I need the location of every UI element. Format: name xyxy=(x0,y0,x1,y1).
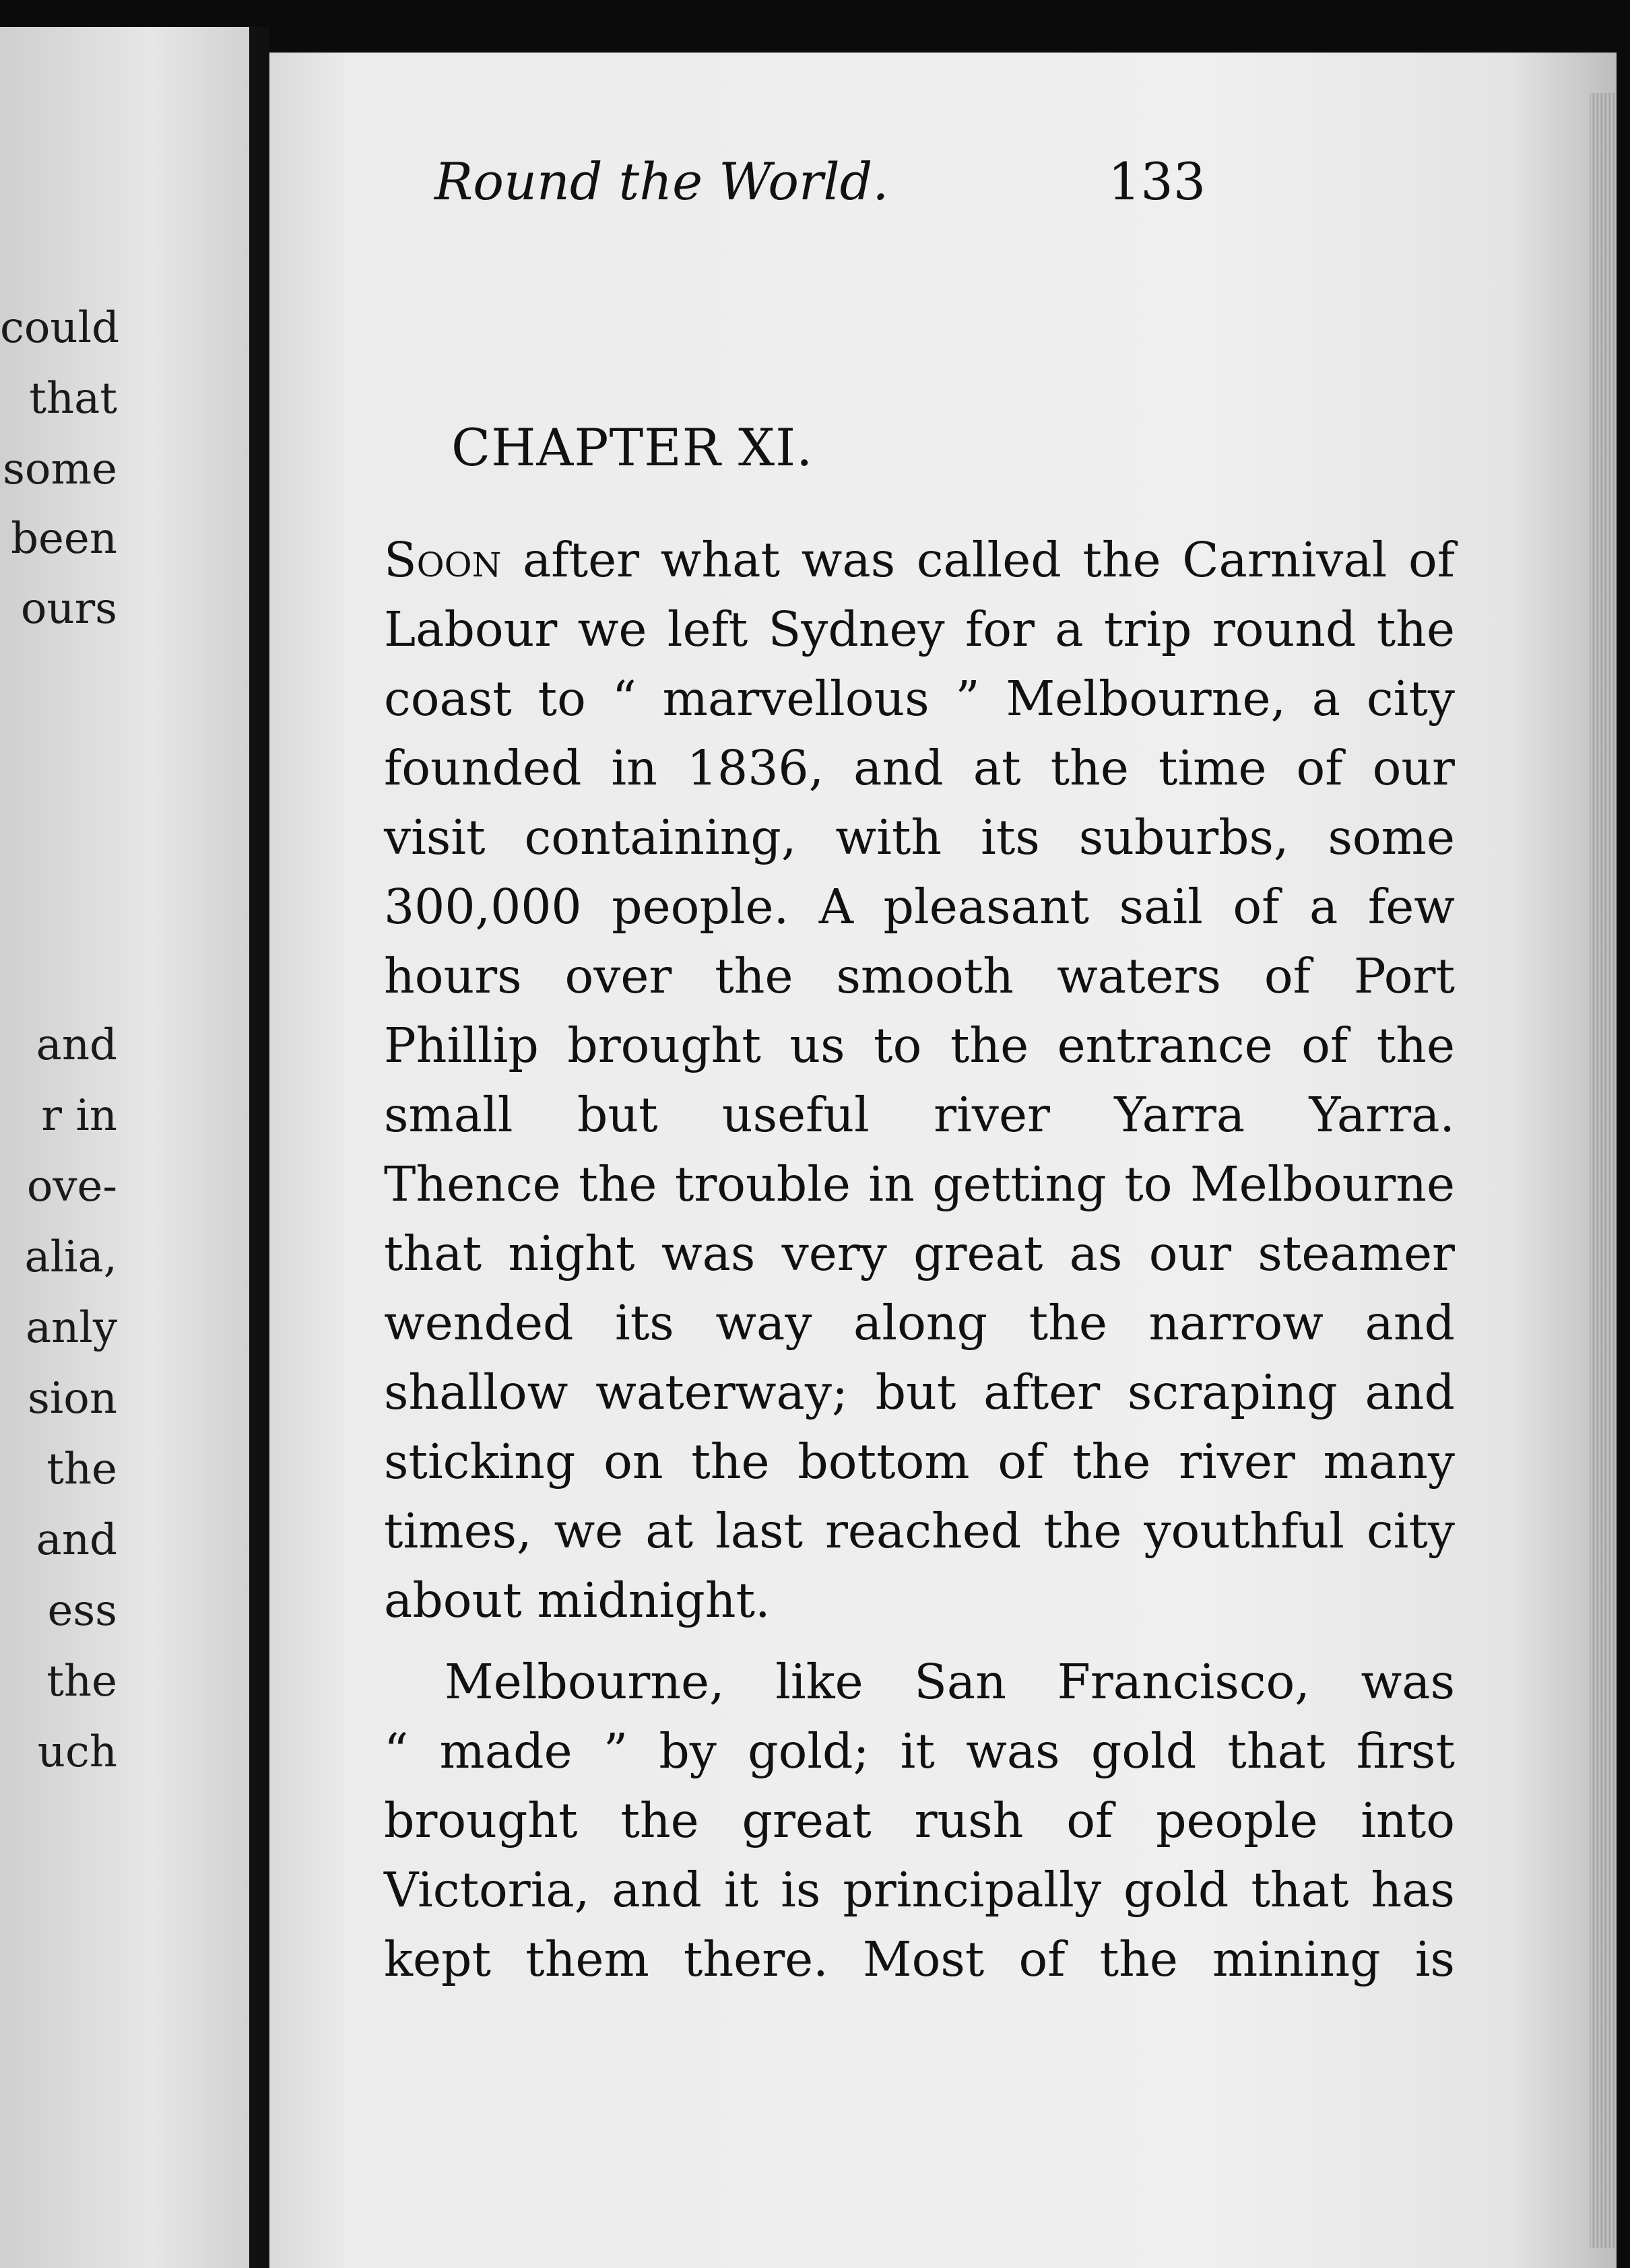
left-fragment: ess xyxy=(47,1586,117,1636)
left-fragment: anly xyxy=(26,1303,117,1353)
left-fragment: r in xyxy=(41,1091,117,1141)
text-line xyxy=(384,525,1455,595)
text-line: Thence the trouble in getting to Melbourne xyxy=(384,1156,1455,1212)
text-line: visit containing, with its suburbs, some xyxy=(384,809,1455,865)
left-page xyxy=(0,27,249,2268)
chapter-title: CHAPTER XI. xyxy=(451,418,814,477)
text-line: Melbourne, like San Francisco, was xyxy=(445,1654,1455,1710)
left-fragment: uch xyxy=(37,1727,117,1777)
text-line-rest: after what was called the Carnival of xyxy=(501,532,1455,588)
left-fragment: that xyxy=(29,374,117,424)
text-line: Victoria, and it is principally gold that has xyxy=(384,1862,1455,1918)
page-edge xyxy=(1590,93,1617,2248)
book-gutter xyxy=(249,27,269,2268)
left-fragment: the xyxy=(46,1657,117,1706)
left-fragment: the xyxy=(46,1444,117,1494)
text-line: about midnight. xyxy=(384,1572,771,1628)
running-head: Round the World. xyxy=(434,152,889,211)
text-line: founded in 1836, and at the time of our xyxy=(384,740,1455,796)
text-line: that night was very great as our steamer xyxy=(384,1226,1455,1281)
text-line: Labour we left Sydney for a trip round the xyxy=(384,601,1455,657)
text-line: Phillip brought us to the entrance of the xyxy=(384,1018,1455,1073)
first-word: Soon xyxy=(384,532,502,588)
text-line: “ made ” by gold; it was gold that first xyxy=(384,1723,1455,1779)
text-line: hours over the smooth waters of Port xyxy=(384,948,1455,1004)
left-fragment: been xyxy=(11,514,117,564)
left-fragment: some xyxy=(3,444,117,494)
left-fragment: and xyxy=(36,1515,117,1565)
text-line: kept them there. Most of the mining is xyxy=(384,1931,1455,1987)
text-line: shallow waterway; but after scraping and xyxy=(384,1364,1455,1420)
page-number: 133 xyxy=(1108,152,1206,211)
left-fragment: ove- xyxy=(26,1162,117,1211)
left-fragment: alia, xyxy=(24,1232,117,1282)
text-line: small but useful river Yarra Yarra. xyxy=(384,1087,1455,1143)
left-fragment: could xyxy=(0,303,120,353)
left-fragment: and xyxy=(36,1020,117,1070)
body-text xyxy=(384,525,1455,1994)
text-line: times, we at last reached the youthful city xyxy=(384,1503,1455,1559)
text-line: 300,000 people. A pleasant sail of a few xyxy=(384,879,1455,935)
left-fragment: ours xyxy=(20,584,117,634)
text-line: wended its way along the narrow and xyxy=(384,1295,1455,1351)
text-line: sticking on the bottom of the river many xyxy=(384,1434,1455,1490)
paragraph-gap xyxy=(384,1635,1455,1647)
text-line: brought the great rush of people into xyxy=(384,1793,1455,1848)
text-line: coast to “ marvellous ” Melbourne, a city xyxy=(384,671,1455,727)
left-fragment: sion xyxy=(27,1374,117,1424)
